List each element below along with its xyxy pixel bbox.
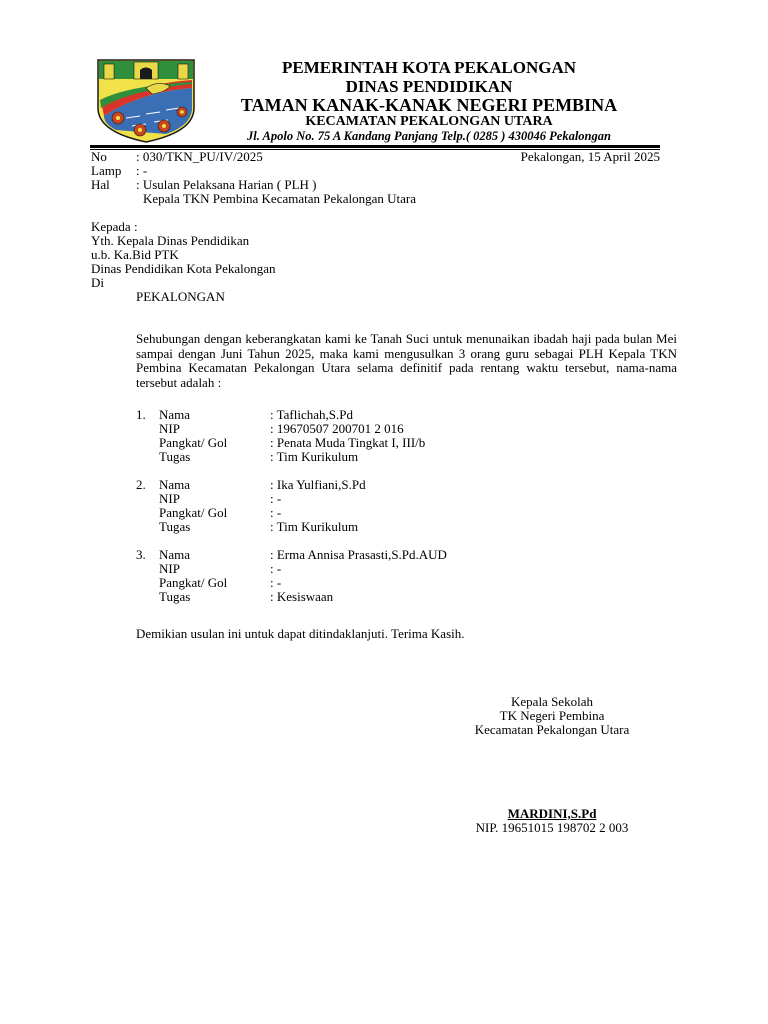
letterhead-government: PEMERINTAH KOTA PEKALONGAN: [281, 58, 577, 77]
candidate-2-pangkat: : -: [270, 505, 282, 520]
candidate-1-pangkat: : Penata Muda Tingkat I, III/b: [270, 435, 426, 450]
letterhead-district: KECAMATAN PEKALONGAN UTARA: [305, 114, 553, 129]
candidate-1-nama-label: Nama: [159, 407, 191, 422]
hal-value-line2: Kepala TKN Pembina Kecamatan Pekalongan Utara: [143, 191, 417, 206]
candidate-1-number: 1.: [136, 407, 146, 422]
signatory-name: MARDINI,S.Pd: [507, 806, 597, 821]
signature-title-1: Kepala Sekolah: [511, 694, 593, 709]
candidate-2-nama-label: Nama: [159, 477, 191, 492]
candidate-3-nip: : -: [270, 561, 282, 576]
signatory-nip: NIP. 19651015 198702 2 003: [475, 820, 629, 835]
recipient-city: PEKALONGAN: [136, 289, 225, 304]
candidate-3-number: 3.: [136, 547, 146, 562]
candidate-3-nama: : Erma Annisa Prasasti,S.Pd.AUD: [270, 547, 447, 562]
candidate-1-nama: : Taflichah,S.Pd: [270, 407, 353, 422]
body-paragraph: Sehubungan dengan keberangkatan kami ke Tanah Suci untuk menunaikan ibadah haji pada bulan Mei sampai dengan Juni Tahun 2025, maka kami mengusulkan 3 orang guru sebagai PLH Kepala TKN Pembina Kecamatan Pekalongan Utara selama definitif pada rentang waktu tersebut, nama-nama tersebut adalah :: [136, 331, 677, 390]
candidate-2-tugas-label: Tugas: [159, 519, 191, 534]
candidate-2-pangkat-label: Pangkat/ Gol: [159, 505, 228, 520]
recipient-line-2: Yth. Kepala Dinas Pendidikan: [91, 233, 250, 248]
recipient-line-3: u.b. Ka.Bid PTK: [91, 247, 179, 262]
no-label: No: [91, 149, 107, 164]
candidate-1-pangkat-label: Pangkat/ Gol: [159, 435, 228, 450]
letterhead-school: TAMAN KANAK-KANAK NEGERI PEMBINA: [240, 95, 618, 115]
lamp-value: : -: [136, 163, 148, 178]
place-date: Pekalongan, 15 April 2025: [520, 149, 660, 164]
candidate-2-nip: : -: [270, 491, 282, 506]
signature-title-3: Kecamatan Pekalongan Utara: [474, 722, 630, 737]
candidate-1-tugas: : Tim Kurikulum: [270, 449, 359, 464]
letterhead-rule-thick: [90, 145, 660, 148]
candidate-3-nip-label: NIP: [159, 561, 180, 576]
recipient-line-5: Di: [91, 275, 104, 290]
recipient-line-4: Dinas Pendidikan Kota Pekalongan: [91, 261, 276, 276]
hal-value: : Usulan Pelaksana Harian ( PLH ): [136, 177, 317, 192]
closing-sentence: Demikian usulan ini untuk dapat ditindaklanjuti. Terima Kasih.: [136, 626, 465, 641]
lamp-label: Lamp: [91, 163, 122, 178]
candidate-1-tugas-label: Tugas: [159, 449, 191, 464]
candidate-3-pangkat-label: Pangkat/ Gol: [159, 575, 228, 590]
hal-label: Hal: [91, 177, 110, 192]
signature-title-2: TK Negeri Pembina: [499, 708, 605, 723]
letterhead-department: DINAS PENDIDIKAN: [345, 77, 513, 96]
recipient-line-1: Kepada :: [91, 219, 138, 234]
candidate-1-nip: : 19670507 200701 2 016: [270, 421, 404, 436]
no-value: : 030/TKN_PU/IV/2025: [136, 149, 263, 164]
candidate-3-nama-label: Nama: [159, 547, 191, 562]
candidate-2-number: 2.: [136, 477, 146, 492]
letterhead-address: Jl. Apolo No. 75 A Kandang Panjang Telp.( 0285 ) 430046 Pekalongan: [247, 129, 611, 143]
candidate-3-tugas: : Kesiswaan: [270, 589, 334, 604]
candidate-1-nip-label: NIP: [159, 421, 180, 436]
candidate-3-tugas-label: Tugas: [159, 589, 191, 604]
pekalongan-emblem-logo: [96, 56, 196, 144]
candidate-2-nama: : Ika Yulfiani,S.Pd: [270, 477, 366, 492]
candidate-2-tugas: : Tim Kurikulum: [270, 519, 359, 534]
candidate-2-nip-label: NIP: [159, 491, 180, 506]
candidate-3-pangkat: : -: [270, 575, 282, 590]
